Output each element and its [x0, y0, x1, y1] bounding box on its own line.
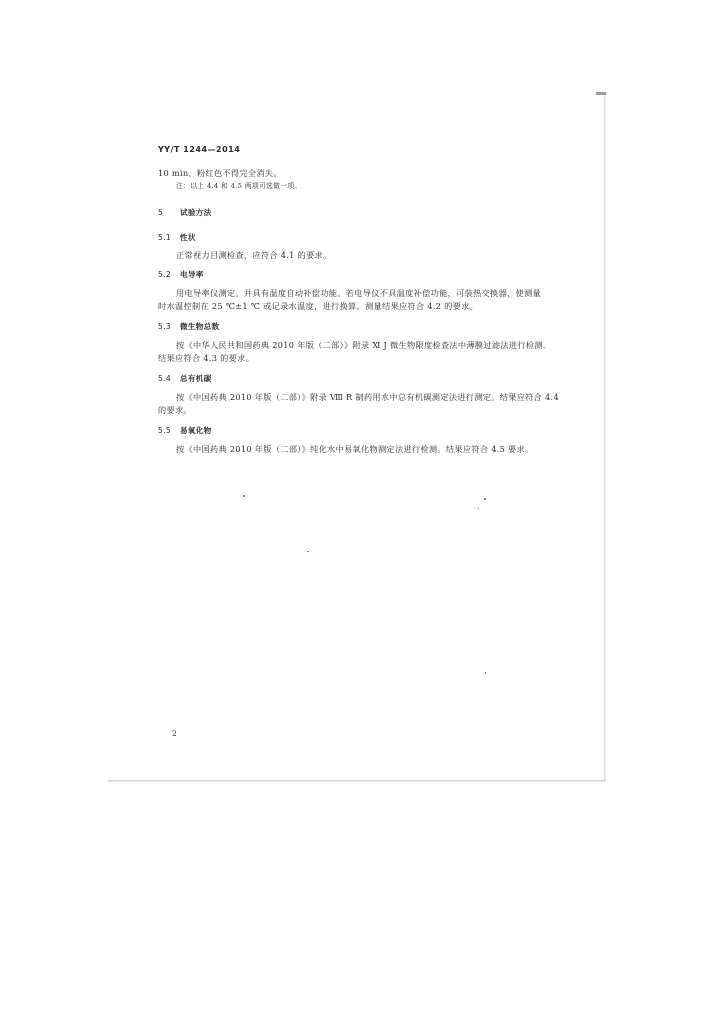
section-body-line: 用电导率仪测定。并具有温度自动补偿功能。若电导仪不具温度补偿功能，可装热交换器，使测量: [176, 288, 541, 298]
carry-over-text: 10 min，粉红色不得完全消失。: [158, 168, 282, 178]
section-title: 试验方法: [180, 208, 212, 217]
page-number: 2: [172, 729, 177, 738]
section-body-line: 按《中国药典 2010 年版（二部）》纯化水中易氧化物测定法进行检测。结果应符合 4.5 要求。: [176, 444, 534, 454]
section-number: 5.4: [158, 374, 171, 383]
section-title: 易氧化物: [180, 426, 212, 435]
section-body-line: 按《中华人民共和国药典 2010 年版（二部）》附录 Ⅺ J 微生物限度检查法中薄膜过滤法进行检测。: [176, 340, 552, 350]
page-edge-bottom: [108, 780, 606, 782]
section-body-line: 的要求。: [158, 405, 192, 415]
section-title: 性状: [180, 233, 196, 242]
page-edge-right: [604, 92, 606, 782]
section-title: 微生物总数: [180, 322, 220, 331]
page-corner-mark: [596, 92, 606, 95]
section-body-line: 正常视力目测检查，应符合 4.1 的要求。: [176, 250, 332, 260]
scan-speck: [243, 495, 245, 497]
scan-speck: [485, 672, 486, 674]
section-body-line: 时水温控制在 25 ℃±1 ℃ 或记录水温度，进行换算。测量结果应符合 4.2 的要求。: [158, 301, 479, 311]
section-title: 总有机碳: [180, 374, 212, 383]
standard-code: YY/T 1244—2014: [158, 145, 241, 154]
scan-speck: [484, 498, 486, 500]
section-heading-5: [158, 207, 212, 218]
section-heading-5-2: [158, 269, 204, 280]
scan-speck: [478, 508, 479, 509]
section-title: 电导率: [180, 270, 204, 279]
section-number: 5.1: [158, 233, 171, 242]
section-number: 5: [158, 208, 164, 217]
section-body-line: 按《中国药典 2010 年版（二部）》附录 Ⅷ R 制药用水中总有机碳测定法进行测定。结果应符合 4.4: [176, 392, 559, 402]
section-heading-5-4: [158, 373, 212, 384]
note-text: 注：以上 4.4 和 4.5 两项可选做一项。: [176, 182, 302, 190]
section-body-line: 结果应符合 4.3 的要求。: [158, 353, 255, 363]
section-number: 5.2: [158, 270, 171, 279]
scan-speck: [307, 551, 309, 552]
section-heading-5-5: [158, 425, 212, 436]
section-number: 5.5: [158, 426, 171, 435]
section-heading-5-1: [158, 232, 196, 243]
section-number: 5.3: [158, 322, 171, 331]
section-heading-5-3: [158, 321, 219, 332]
